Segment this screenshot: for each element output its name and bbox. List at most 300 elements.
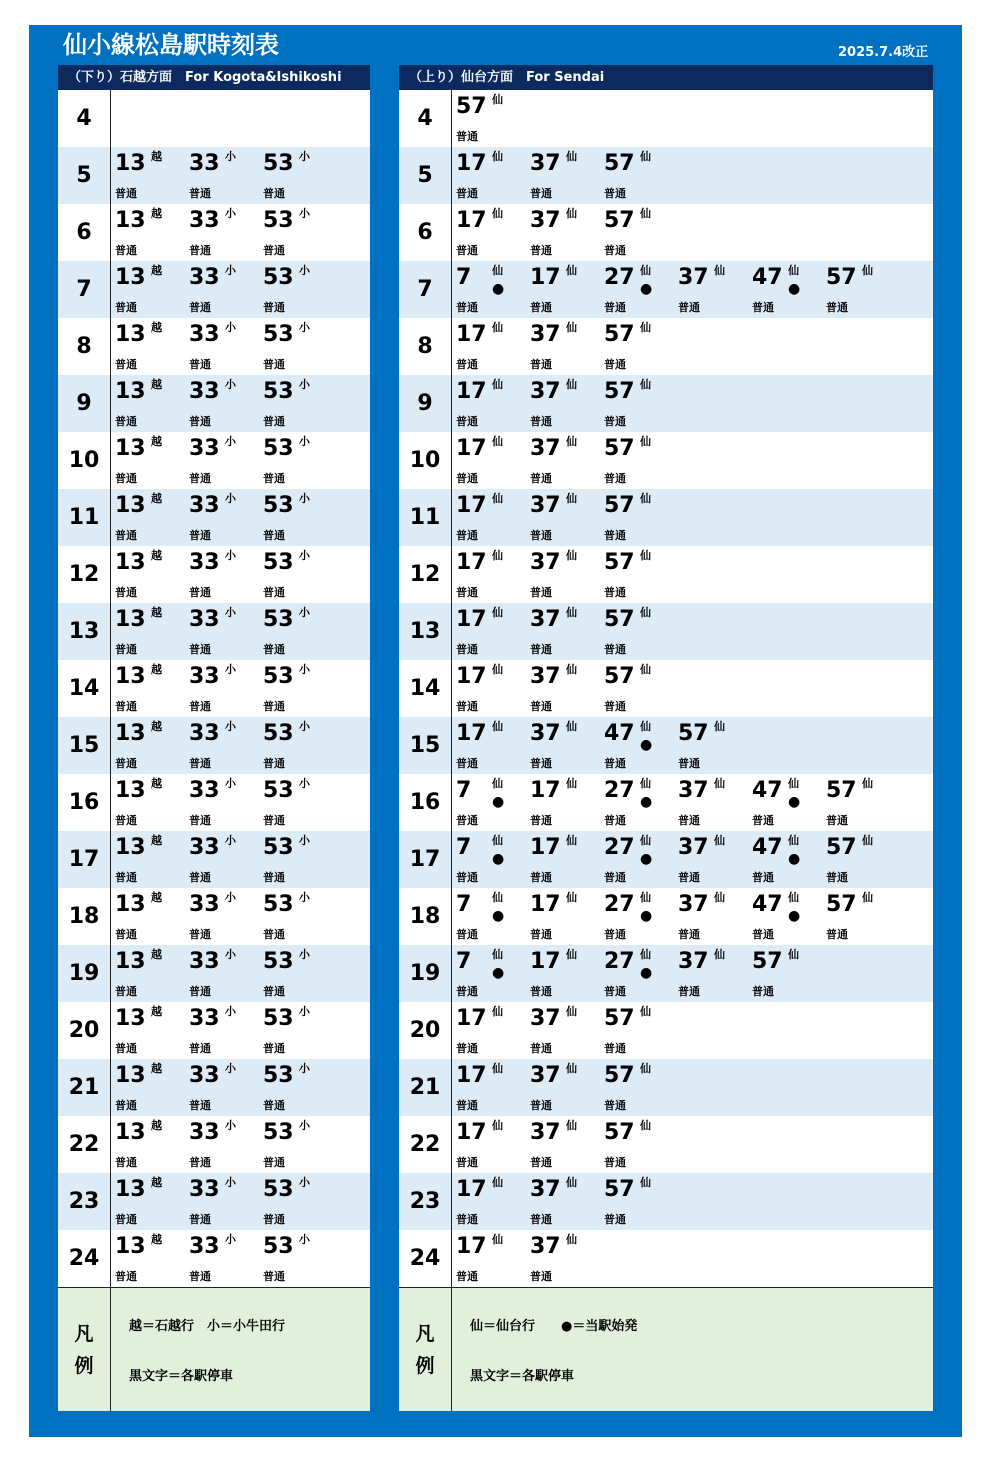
departure-minute: 17: [456, 1120, 487, 1145]
down-hour-label: 23: [58, 1173, 111, 1230]
destination-mark: 仙: [566, 1005, 577, 1018]
down-train-entry: [185, 1002, 259, 1059]
departure-minute: 33: [189, 949, 220, 974]
down-train-entry: [259, 1059, 333, 1116]
up-legend: [399, 1287, 933, 1411]
down-train-entry: [259, 660, 333, 717]
down-train-entry: [111, 717, 185, 774]
down-hour-label: 12: [58, 546, 111, 603]
destination-mark: 小: [299, 948, 310, 961]
destination-mark: 小: [299, 435, 310, 448]
destination-mark: 仙: [640, 1176, 651, 1189]
down-train-entry: [111, 1002, 185, 1059]
down-hour-rows: [58, 90, 370, 1287]
down-timetable-panel: [58, 65, 370, 1411]
train-type: 普通: [530, 358, 552, 371]
destination-mark: 仙: [566, 549, 577, 562]
departure-minute: 37: [530, 664, 561, 689]
train-type: 普通: [456, 928, 478, 941]
train-type: 普通: [604, 643, 626, 656]
departure-minute: 47: [752, 265, 783, 290]
up-legend-body: [452, 1288, 933, 1411]
train-type: 普通: [456, 757, 478, 770]
departure-minute: 37: [530, 1234, 561, 1259]
destination-mark: 仙: [714, 834, 725, 847]
train-type: 普通: [189, 814, 211, 827]
up-train-entry: [600, 945, 674, 1002]
train-type: 普通: [115, 757, 137, 770]
destination-mark: 仙: [714, 948, 725, 961]
train-type: 普通: [115, 244, 137, 257]
destination-mark: 仙: [640, 606, 651, 619]
train-type: 普通: [752, 301, 774, 314]
down-hour-row: [58, 660, 370, 717]
departure-minute: 13: [115, 949, 146, 974]
departure-minute: 27: [604, 265, 635, 290]
up-hour-label: 18: [399, 888, 452, 945]
down-hour-label: 5: [58, 147, 111, 204]
down-trains: [111, 1059, 370, 1116]
down-train-entry: [111, 375, 185, 432]
train-type: 普通: [530, 643, 552, 656]
up-train-entry: [452, 1002, 526, 1059]
departure-minute: 27: [604, 949, 635, 974]
departure-minute: 7: [456, 265, 472, 290]
down-train-entry: [185, 261, 259, 318]
up-train-entry: [452, 1059, 526, 1116]
train-type: 普通: [604, 928, 626, 941]
departure-minute: 37: [530, 607, 561, 632]
down-train-entry: [111, 603, 185, 660]
departure-minute: 13: [115, 436, 146, 461]
down-train-entry: [185, 432, 259, 489]
down-trains: [111, 603, 370, 660]
up-hour-row: [399, 831, 933, 888]
up-trains: [452, 717, 933, 774]
destination-mark: 越: [151, 891, 162, 904]
destination-mark: 越: [151, 1005, 162, 1018]
down-trains: [111, 90, 370, 147]
train-type: 普通: [456, 985, 478, 998]
train-type: 普通: [115, 643, 137, 656]
destination-mark: 仙: [788, 834, 799, 847]
up-trains: [452, 147, 933, 204]
train-type: 普通: [456, 586, 478, 599]
down-train-entry: [111, 774, 185, 831]
down-trains: [111, 1002, 370, 1059]
train-type: 普通: [115, 529, 137, 542]
down-legend-heading-1: 凡: [74, 1322, 94, 1345]
up-hour-label: 21: [399, 1059, 452, 1116]
destination-mark: 越: [151, 378, 162, 391]
up-train-entry: [526, 774, 600, 831]
destination-mark: 仙: [640, 663, 651, 676]
departure-minute: 17: [456, 1006, 487, 1031]
destination-mark: 小: [299, 321, 310, 334]
train-type: 普通: [678, 301, 700, 314]
train-type: 普通: [530, 814, 552, 827]
up-hour-rows: [399, 90, 933, 1287]
train-type: 普通: [263, 529, 285, 542]
train-type: 普通: [752, 814, 774, 827]
departure-minute: 37: [530, 721, 561, 746]
up-train-entry: [526, 261, 600, 318]
train-type: 普通: [456, 301, 478, 314]
departure-minute: 13: [115, 322, 146, 347]
up-train-entry: [452, 1230, 526, 1287]
departure-minute: 13: [115, 379, 146, 404]
down-hour-row: [58, 90, 370, 147]
up-train-entry: [452, 603, 526, 660]
train-type: 普通: [530, 301, 552, 314]
train-type: 普通: [678, 871, 700, 884]
up-train-entry: [452, 318, 526, 375]
up-hour-label: 14: [399, 660, 452, 717]
departure-minute: 57: [604, 664, 635, 689]
departure-minute: 13: [115, 664, 146, 689]
down-train-entry: [111, 660, 185, 717]
down-hour-row: [58, 1116, 370, 1173]
train-type: 普通: [530, 1042, 552, 1055]
train-type: 普通: [189, 700, 211, 713]
train-type: 普通: [530, 928, 552, 941]
departure-minute: 33: [189, 607, 220, 632]
train-type: 普通: [189, 244, 211, 257]
up-hour-row: [399, 1230, 933, 1287]
destination-mark: 小: [299, 720, 310, 733]
up-train-entry: [526, 204, 600, 261]
train-type: 普通: [530, 187, 552, 200]
destination-mark: 仙: [492, 1119, 503, 1132]
up-trains: [452, 774, 933, 831]
departure-minute: 13: [115, 1234, 146, 1259]
destination-mark: 仙: [640, 720, 651, 733]
destination-mark: 越: [151, 207, 162, 220]
up-direction-header: （上り）仙台方面 For Sendai: [399, 65, 933, 90]
originating-mark: ●: [492, 965, 505, 981]
train-type: 普通: [604, 1042, 626, 1055]
train-type: 普通: [189, 529, 211, 542]
down-trains: [111, 1173, 370, 1230]
destination-mark: 仙: [862, 264, 873, 277]
destination-mark: 越: [151, 435, 162, 448]
originating-mark: ●: [788, 794, 801, 810]
destination-mark: 仙: [492, 777, 503, 790]
train-type: 普通: [189, 301, 211, 314]
down-train-entry: [111, 318, 185, 375]
train-type: 普通: [189, 472, 211, 485]
up-train-entry: [526, 1059, 600, 1116]
train-type: 普通: [115, 472, 137, 485]
originating-mark: ●: [492, 851, 505, 867]
up-train-entry: [526, 888, 600, 945]
up-train-entry: [526, 945, 600, 1002]
down-train-entry: [185, 717, 259, 774]
destination-mark: 仙: [566, 321, 577, 334]
down-hour-row: [58, 546, 370, 603]
train-type: 普通: [604, 814, 626, 827]
destination-mark: 小: [225, 834, 236, 847]
down-train-entry: [111, 1116, 185, 1173]
down-trains: [111, 831, 370, 888]
originating-mark: ●: [640, 737, 653, 753]
down-train-entry: [259, 1116, 333, 1173]
departure-minute: 33: [189, 1120, 220, 1145]
train-type: 普通: [115, 814, 137, 827]
departure-minute: 53: [263, 208, 294, 233]
up-hour-row: [399, 375, 933, 432]
train-type: 普通: [456, 1213, 478, 1226]
destination-mark: 仙: [566, 1062, 577, 1075]
train-type: 普通: [263, 1270, 285, 1283]
destination-mark: 仙: [566, 834, 577, 847]
up-trains: [452, 1116, 933, 1173]
departure-minute: 13: [115, 892, 146, 917]
originating-mark: ●: [492, 908, 505, 924]
down-hour-label: 15: [58, 717, 111, 774]
down-trains: [111, 888, 370, 945]
train-type: 普通: [263, 814, 285, 827]
destination-mark: 越: [151, 606, 162, 619]
up-trains: [452, 261, 933, 318]
train-type: 普通: [456, 1156, 478, 1169]
up-train-entry: [600, 1059, 674, 1116]
destination-mark: 小: [299, 378, 310, 391]
destination-mark: 小: [299, 1176, 310, 1189]
down-hour-label: 19: [58, 945, 111, 1002]
train-type: 普通: [189, 1156, 211, 1169]
destination-mark: 仙: [566, 435, 577, 448]
up-trains: [452, 1173, 933, 1230]
train-type: 普通: [189, 757, 211, 770]
departure-minute: 53: [263, 664, 294, 689]
down-trains: [111, 147, 370, 204]
up-train-entry: [748, 888, 822, 945]
originating-mark: ●: [640, 851, 653, 867]
train-type: 普通: [263, 301, 285, 314]
train-type: 普通: [530, 586, 552, 599]
departure-minute: 17: [456, 379, 487, 404]
down-trains: [111, 717, 370, 774]
departure-minute: 17: [456, 493, 487, 518]
up-train-entry: [748, 261, 822, 318]
up-trains: [452, 603, 933, 660]
departure-minute: 13: [115, 1120, 146, 1145]
departure-minute: 53: [263, 949, 294, 974]
down-train-entry: [111, 489, 185, 546]
up-legend-heading-1: 凡: [415, 1322, 435, 1345]
train-type: 普通: [530, 472, 552, 485]
destination-mark: 小: [225, 1005, 236, 1018]
down-train-entry: [259, 888, 333, 945]
train-type: 普通: [604, 1213, 626, 1226]
originating-mark: ●: [640, 281, 653, 297]
destination-mark: 仙: [492, 606, 503, 619]
departure-minute: 17: [456, 436, 487, 461]
down-hour-label: 21: [58, 1059, 111, 1116]
down-train-entry: [259, 831, 333, 888]
up-hour-row: [399, 717, 933, 774]
departure-minute: 17: [530, 892, 561, 917]
up-train-entry: [600, 261, 674, 318]
destination-mark: 越: [151, 1233, 162, 1246]
train-type: 普通: [189, 643, 211, 656]
up-legend-destinations: 仙＝仙台行 ●＝当駅始発: [470, 1319, 638, 1334]
up-hour-row: [399, 546, 933, 603]
up-trains: [452, 432, 933, 489]
train-type: 普通: [604, 700, 626, 713]
down-train-entry: [111, 147, 185, 204]
departure-minute: 57: [826, 892, 857, 917]
up-hour-row: [399, 432, 933, 489]
destination-mark: 仙: [788, 948, 799, 961]
destination-mark: 仙: [640, 492, 651, 505]
up-hour-label: 5: [399, 147, 452, 204]
up-train-entry: [822, 261, 896, 318]
down-hour-row: [58, 318, 370, 375]
down-train-entry: [259, 717, 333, 774]
down-train-entry: [185, 831, 259, 888]
train-type: 普通: [456, 1099, 478, 1112]
train-type: 普通: [530, 1270, 552, 1283]
train-type: 普通: [189, 1042, 211, 1055]
destination-mark: 小: [225, 1119, 236, 1132]
train-type: 普通: [115, 358, 137, 371]
departure-minute: 33: [189, 778, 220, 803]
destination-mark: 越: [151, 264, 162, 277]
destination-mark: 仙: [566, 207, 577, 220]
departure-minute: 53: [263, 379, 294, 404]
train-type: 普通: [115, 187, 137, 200]
train-type: 普通: [456, 472, 478, 485]
down-hour-label: 11: [58, 489, 111, 546]
destination-mark: 仙: [492, 435, 503, 448]
departure-minute: 37: [530, 1006, 561, 1031]
down-train-entry: [185, 546, 259, 603]
up-train-entry: [600, 318, 674, 375]
departure-minute: 33: [189, 208, 220, 233]
destination-mark: 小: [225, 1062, 236, 1075]
train-type: 普通: [115, 301, 137, 314]
destination-mark: 仙: [566, 606, 577, 619]
down-train-entry: [185, 1173, 259, 1230]
destination-mark: 越: [151, 834, 162, 847]
departure-minute: 17: [456, 1063, 487, 1088]
up-hour-label: 7: [399, 261, 452, 318]
up-trains: [452, 90, 933, 147]
destination-mark: 小: [225, 435, 236, 448]
up-train-entry: [526, 717, 600, 774]
down-legend-heading: [58, 1288, 111, 1411]
down-train-entry: [259, 1173, 333, 1230]
destination-mark: 小: [299, 834, 310, 847]
departure-minute: 37: [530, 322, 561, 347]
departure-minute: 57: [604, 493, 635, 518]
destination-mark: 仙: [714, 264, 725, 277]
departure-minute: 13: [115, 493, 146, 518]
originating-mark: ●: [492, 281, 505, 297]
destination-mark: 小: [225, 264, 236, 277]
up-hour-label: 12: [399, 546, 452, 603]
train-type: 普通: [678, 757, 700, 770]
destination-mark: 仙: [566, 1233, 577, 1246]
train-type: 普通: [263, 358, 285, 371]
originating-mark: ●: [492, 794, 505, 810]
down-hour-label: 16: [58, 774, 111, 831]
departure-minute: 7: [456, 892, 472, 917]
departure-minute: 57: [604, 1177, 635, 1202]
up-train-entry: [452, 432, 526, 489]
down-train-entry: [259, 546, 333, 603]
departure-minute: 53: [263, 1063, 294, 1088]
up-train-entry: [452, 204, 526, 261]
up-hour-label: 24: [399, 1230, 452, 1287]
train-type: 普通: [189, 358, 211, 371]
departure-minute: 37: [530, 1177, 561, 1202]
departure-minute: 17: [456, 1177, 487, 1202]
up-train-entry: [452, 546, 526, 603]
departure-minute: 27: [604, 892, 635, 917]
train-type: 普通: [604, 985, 626, 998]
up-train-entry: [600, 717, 674, 774]
departure-minute: 57: [826, 778, 857, 803]
down-train-entry: [259, 489, 333, 546]
departure-minute: 33: [189, 1234, 220, 1259]
up-train-entry: [452, 888, 526, 945]
departure-minute: 7: [456, 778, 472, 803]
train-type: 普通: [263, 472, 285, 485]
up-train-entry: [822, 774, 896, 831]
destination-mark: 仙: [492, 663, 503, 676]
destination-mark: 仙: [640, 948, 651, 961]
destination-mark: 仙: [492, 891, 503, 904]
train-type: 普通: [263, 1099, 285, 1112]
destination-mark: 仙: [640, 549, 651, 562]
down-hour-row: [58, 774, 370, 831]
train-type: 普通: [604, 871, 626, 884]
destination-mark: 越: [151, 549, 162, 562]
down-train-entry: [185, 375, 259, 432]
down-hour-row: [58, 147, 370, 204]
departure-minute: 57: [752, 949, 783, 974]
up-train-entry: [452, 774, 526, 831]
train-type: 普通: [115, 871, 137, 884]
departure-minute: 17: [530, 778, 561, 803]
departure-minute: 17: [530, 949, 561, 974]
originating-mark: ●: [788, 851, 801, 867]
up-train-entry: [526, 147, 600, 204]
departure-minute: 17: [456, 664, 487, 689]
down-hour-row: [58, 375, 370, 432]
down-legend-destinations: 越＝石越行 小＝小牛田行: [129, 1319, 286, 1334]
down-train-entry: [111, 1173, 185, 1230]
train-type: 普通: [189, 871, 211, 884]
down-train-entry: [259, 1002, 333, 1059]
train-type: 普通: [752, 985, 774, 998]
train-type: 普通: [530, 529, 552, 542]
departure-minute: 17: [456, 208, 487, 233]
departure-minute: 17: [456, 322, 487, 347]
departure-minute: 13: [115, 1006, 146, 1031]
destination-mark: 仙: [640, 891, 651, 904]
down-trains: [111, 261, 370, 318]
train-type: 普通: [456, 1270, 478, 1283]
destination-mark: 越: [151, 1176, 162, 1189]
down-hour-row: [58, 1230, 370, 1287]
train-type: 普通: [530, 415, 552, 428]
destination-mark: 小: [299, 549, 310, 562]
destination-mark: 仙: [640, 834, 651, 847]
